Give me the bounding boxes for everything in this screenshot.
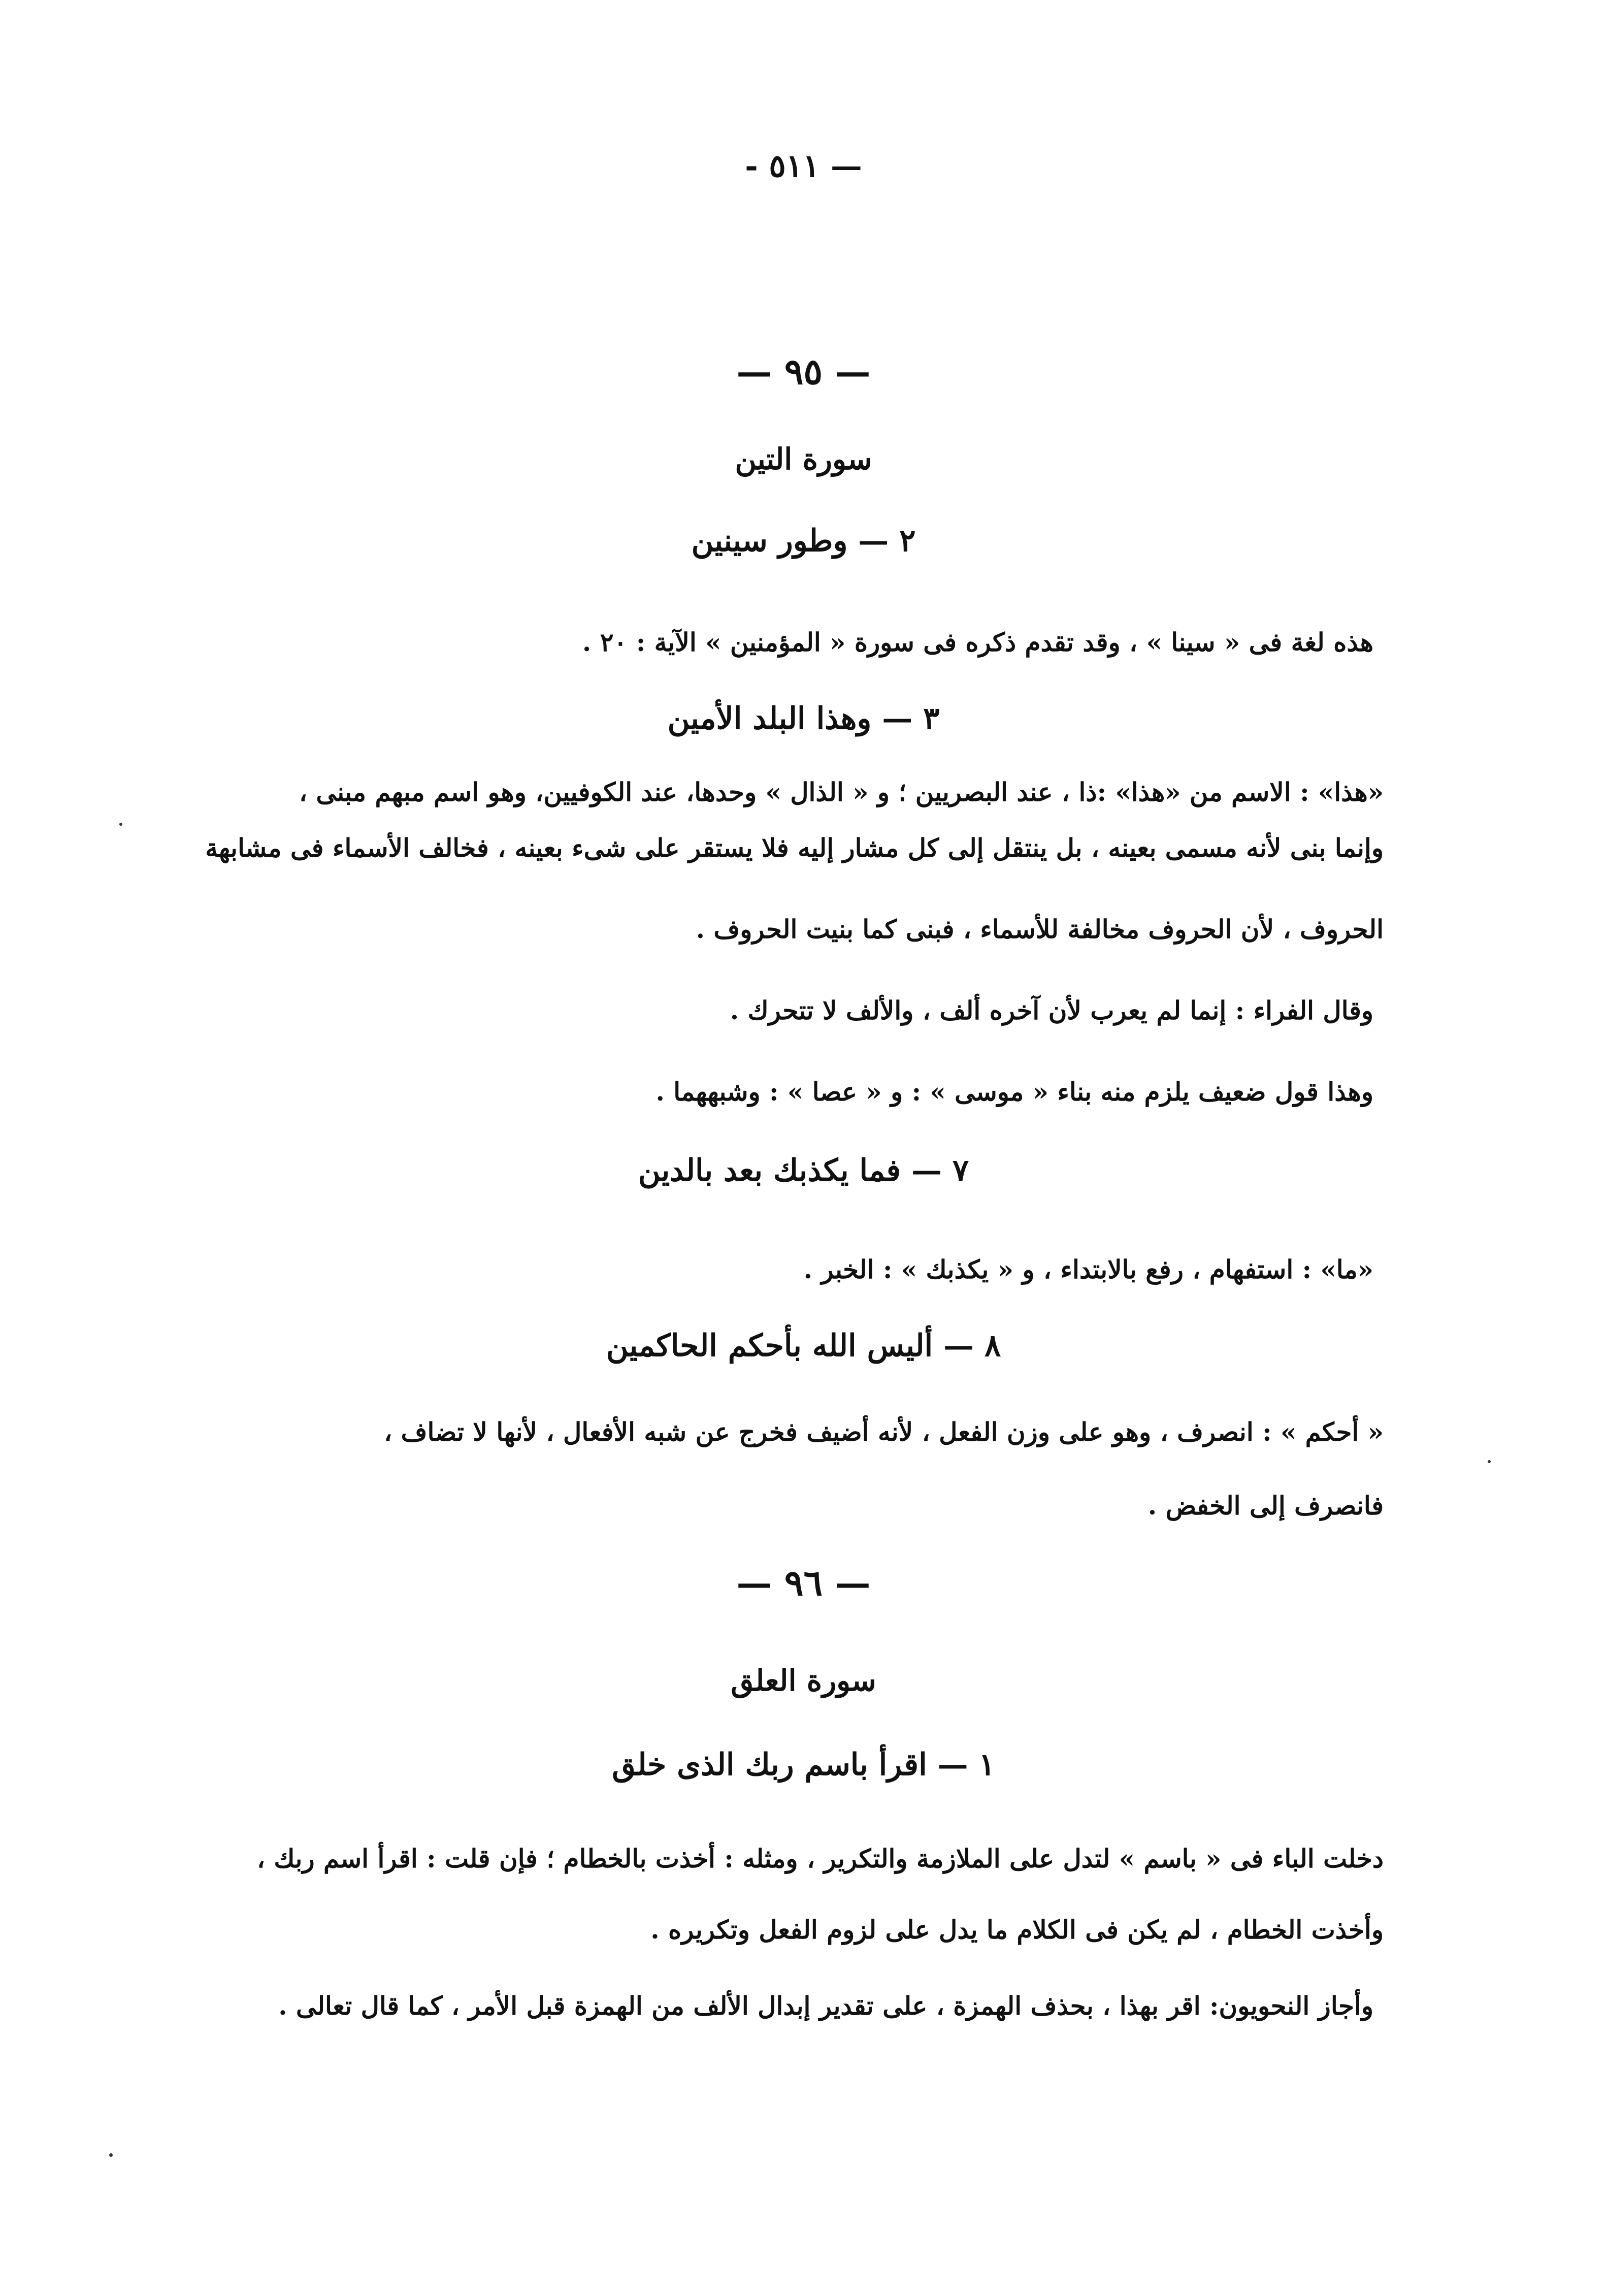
commentary-line: وأخذت الخطام ، لم يكن فى الكلام ما يدل على لزوم الفعل وتكريره . [650,1915,1384,1945]
page-number: — ٥١١ - [745,147,862,184]
scan-speck [1488,1460,1491,1463]
surah-title: سورة التين [735,442,872,476]
commentary-line: دخلت الباء فى « باسم » لتدل على الملازمة والتكرير ، ومثله : أخذت بالخطام ؛ فإن قلت : اقرأ اسم ربك ، [256,1844,1384,1873]
verse-heading: ٢ — وطور سينين [691,523,916,559]
scan-speck [109,2153,113,2157]
verse-heading: ١ — اقرأ باسم ربك الذى خلق [612,1747,995,1783]
verse-heading: ٣ — وهذا البلد الأمين [667,701,940,736]
commentary-line: وقال الفراء : إنما لم يعرب لأن آخره ألف ، والألف لا تتحرك . [730,995,1373,1025]
verse-heading: ٨ — أليس الله بأحكم الحاكمين [606,1328,1001,1364]
section-number: — ٩٥ — [736,350,871,393]
commentary-line: «هذا» : الاسم من «هذا» :ذا ، عند البصريين ؛ و « الذال » وحدها، عند الكوفيين، وهو اسم مبهم مبنى ، [299,777,1384,807]
commentary-line: وأجاز النحويون: اقر بهذا ، بحذف الهمزة ، على تقدير إبدال الألف من الهمزة قبل الأمر ، كما قال تعالى . [278,1991,1373,2021]
verse-heading: ٧ — فما يكذبك بعد بالدين [638,1153,969,1188]
section-number: — ٩٦ — [736,1562,871,1604]
commentary-line: هذه لغة فى « سينا » ، وقد تقدم ذكره فى سورة « المؤمنين » الآية : ٢٠ . [582,627,1373,657]
commentary-line: « أحكم » : انصرف ، وهو على وزن الفعل ، لأنه أضيف فخرج عن شبه الأفعال ، لأنها لا تضاف ، [384,1417,1384,1447]
commentary-line: الحروف ، لأن الحروف مخالفة للأسماء ، فبنى كما بنيت الحروف . [696,914,1384,944]
commentary-line: فانصرف إلى الخفض . [1147,1491,1384,1521]
commentary-line: وإنما بنى لأنه مسمى بعينه ، بل ينتقل إلى كل مشار إليه فلا يستقر على شىء بعينه ، فخالف الأسماء فى مشابهة [205,833,1384,863]
surah-title: سورة العلق [731,1663,876,1698]
commentary-line: وهذا قول ضعيف يلزم منه بناء « موسى » : و « عصا » : وشبههما . [655,1077,1373,1107]
commentary-line: «ما» : استفهام ، رفع بالابتداء ، و « يكذبك » : الخبر . [803,1254,1373,1284]
scan-speck [119,823,122,826]
